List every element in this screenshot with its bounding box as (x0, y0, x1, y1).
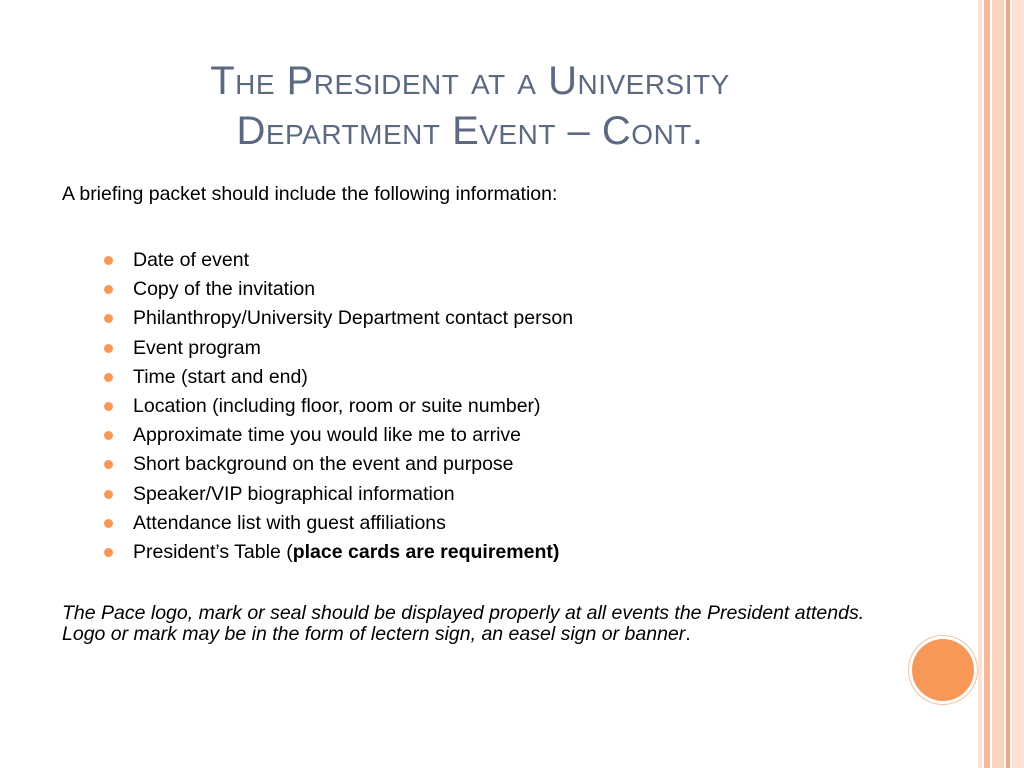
bullet-text-bold: place cards are requirement) (292, 541, 560, 564)
bullet-dot-icon (104, 490, 113, 499)
logo-note-period: . (685, 623, 691, 645)
bullet-dot-icon (104, 402, 113, 411)
decorative-stripe (978, 0, 982, 768)
bullet-list (104, 246, 573, 567)
bullet-item (104, 480, 573, 509)
bullet-item (104, 392, 573, 421)
bullet-text: Copy of the invitation (133, 278, 316, 301)
bullet-dot-icon (104, 256, 113, 265)
bullet-dot-icon (104, 314, 113, 323)
slide-title-line-1: The President at a University (210, 59, 730, 103)
slide-title (100, 56, 840, 156)
bullet-text: Date of event (133, 249, 249, 271)
decorative-stripe (984, 0, 990, 768)
decorative-stripe (1006, 0, 1010, 768)
logo-note (62, 603, 882, 645)
bullet-dot-icon (104, 519, 113, 528)
bullet-item (104, 275, 573, 304)
bullet-item (104, 450, 573, 479)
bullet-text-prefix: President’s Table ( (133, 541, 293, 564)
bullet-text: Attendance list with guest affiliations (133, 511, 446, 534)
bullet-item (104, 363, 573, 392)
bullet-text: Approximate time you would like me to arrive (133, 424, 521, 447)
bullet-item (104, 334, 573, 363)
bullet-item (104, 538, 573, 567)
bullet-text: Short background on the event and purpose (133, 453, 514, 476)
bullet-item (104, 246, 573, 275)
intro-text: A briefing packet should include the following information: (62, 183, 558, 205)
slide-title-line-2: Department Event – Cont. (236, 109, 704, 153)
decorative-stripe (1012, 0, 1024, 768)
bullet-item (104, 304, 573, 333)
bullet-item (104, 421, 573, 450)
bullet-item (104, 509, 573, 538)
bullet-text: Location (including floor, room or suite number) (133, 395, 541, 418)
bullet-text: Philanthropy/University Department contact person (133, 307, 574, 330)
bullet-dot-icon (104, 460, 113, 469)
logo-note-text: The Pace logo, mark or seal should be displayed properly at all events the President attends. Logo or mark may be in the form of lectern sign, an easel sign or banner (62, 602, 865, 645)
bullet-dot-icon (104, 285, 113, 294)
bullet-text: Event program (133, 336, 261, 359)
bullet-dot-icon (104, 431, 113, 440)
bullet-dot-icon (104, 373, 113, 382)
orange-circle-icon (912, 639, 974, 701)
bullet-dot-icon (104, 548, 113, 557)
bullet-text: Time (start and end) (133, 365, 308, 388)
bullet-text: Speaker/VIP biographical information (133, 482, 455, 505)
decorative-stripe (992, 0, 1004, 768)
bullet-dot-icon (104, 344, 113, 353)
